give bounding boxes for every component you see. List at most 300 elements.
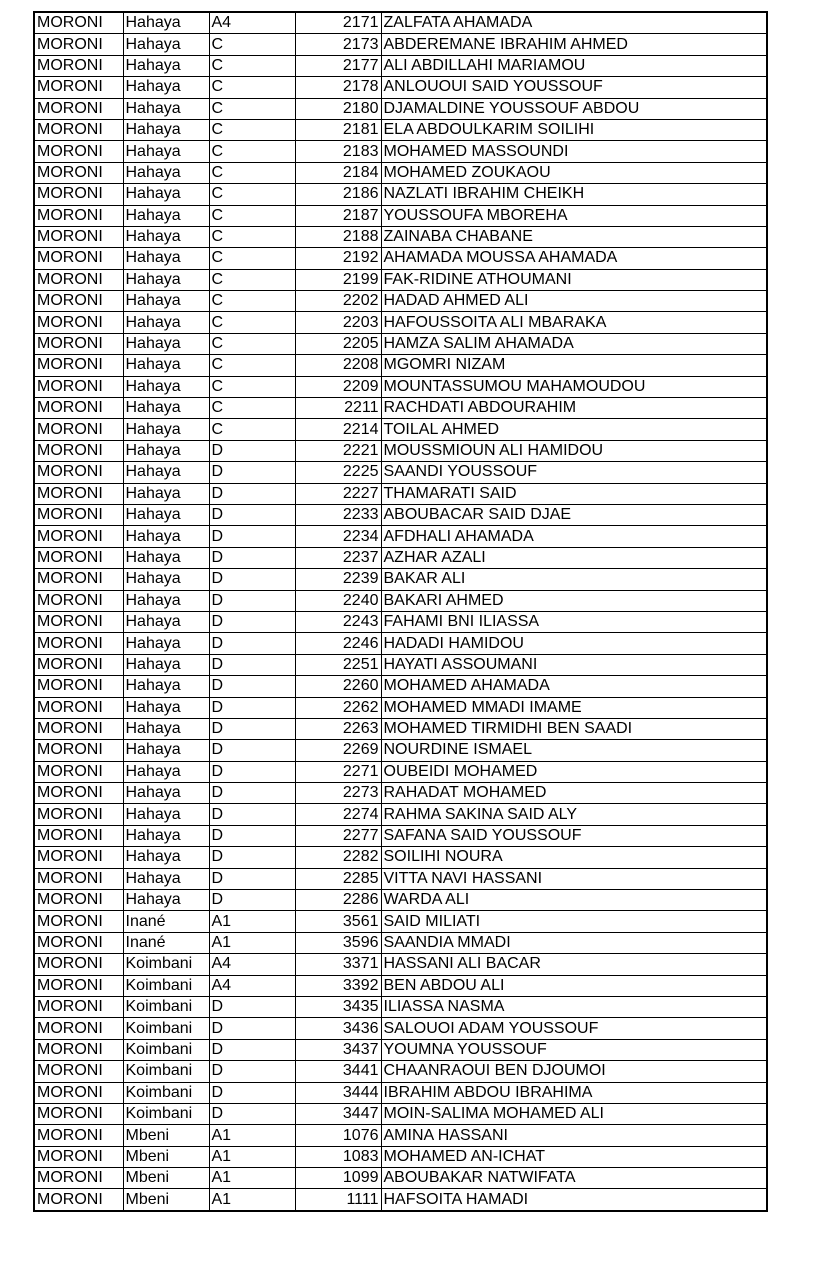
person-name-cell: MOHAMED TIRMIDHI BEN SAADI	[381, 718, 767, 739]
category-cell: C	[209, 98, 295, 119]
table-row	[34, 1189, 767, 1211]
number-cell: 2186	[295, 184, 381, 205]
city-cell: MORONI	[34, 98, 123, 119]
number-cell: 2227	[295, 483, 381, 504]
city-cell: MORONI	[34, 783, 123, 804]
table-row	[34, 825, 767, 846]
number-cell: 2271	[295, 761, 381, 782]
city-cell: MORONI	[34, 483, 123, 504]
category-cell: D	[209, 462, 295, 483]
person-name-cell: RACHDATI ABDOURAHIM	[381, 398, 767, 419]
city-cell: MORONI	[34, 676, 123, 697]
locality-cell: Koimbani	[123, 996, 209, 1017]
locality-cell: Inané	[123, 932, 209, 953]
city-cell: MORONI	[34, 333, 123, 354]
city-cell: MORONI	[34, 398, 123, 419]
locality-cell: Hahaya	[123, 205, 209, 226]
number-cell: 2180	[295, 98, 381, 119]
city-cell: MORONI	[34, 847, 123, 868]
table-row	[34, 483, 767, 504]
person-name-cell: THAMARATI SAID	[381, 483, 767, 504]
number-cell: 3561	[295, 911, 381, 932]
city-cell: MORONI	[34, 226, 123, 247]
locality-cell: Hahaya	[123, 312, 209, 333]
city-cell: MORONI	[34, 119, 123, 140]
city-cell: MORONI	[34, 911, 123, 932]
table-row	[34, 1103, 767, 1124]
category-cell: D	[209, 1103, 295, 1124]
locality-cell: Mbeni	[123, 1125, 209, 1146]
locality-cell: Koimbani	[123, 954, 209, 975]
table-row	[34, 1125, 767, 1146]
city-cell: MORONI	[34, 1018, 123, 1039]
city-cell: MORONI	[34, 12, 123, 34]
number-cell: 3437	[295, 1039, 381, 1060]
city-cell: MORONI	[34, 504, 123, 525]
city-cell: MORONI	[34, 1146, 123, 1167]
category-cell: C	[209, 333, 295, 354]
city-cell: MORONI	[34, 77, 123, 98]
locality-cell: Hahaya	[123, 119, 209, 140]
city-cell: MORONI	[34, 1189, 123, 1211]
category-cell: D	[209, 483, 295, 504]
table-row	[34, 761, 767, 782]
person-name-cell: MOIN-SALIMA MOHAMED ALI	[381, 1103, 767, 1124]
category-cell: A1	[209, 911, 295, 932]
city-cell: MORONI	[34, 890, 123, 911]
table-row	[34, 98, 767, 119]
category-cell: D	[209, 676, 295, 697]
city-cell: MORONI	[34, 1039, 123, 1060]
city-cell: MORONI	[34, 954, 123, 975]
number-cell: 3392	[295, 975, 381, 996]
person-name-cell: SAANDI YOUSSOUF	[381, 462, 767, 483]
city-cell: MORONI	[34, 34, 123, 55]
locality-cell: Hahaya	[123, 184, 209, 205]
table-row	[34, 996, 767, 1017]
locality-cell: Hahaya	[123, 333, 209, 354]
city-cell: MORONI	[34, 248, 123, 269]
city-cell: MORONI	[34, 355, 123, 376]
locality-cell: Hahaya	[123, 419, 209, 440]
number-cell: 3435	[295, 996, 381, 1017]
city-cell: MORONI	[34, 1082, 123, 1103]
category-cell: D	[209, 1061, 295, 1082]
category-cell: C	[209, 226, 295, 247]
table-row	[34, 890, 767, 911]
person-name-cell: AHAMADA MOUSSA AHAMADA	[381, 248, 767, 269]
table-row	[34, 697, 767, 718]
category-cell: C	[209, 312, 295, 333]
category-cell: A1	[209, 932, 295, 953]
person-name-cell: SALOUOI ADAM YOUSSOUF	[381, 1018, 767, 1039]
locality-cell: Hahaya	[123, 654, 209, 675]
table-row	[34, 783, 767, 804]
category-cell: C	[209, 34, 295, 55]
city-cell: MORONI	[34, 269, 123, 290]
person-name-cell: IBRAHIM ABDOU IBRAHIMA	[381, 1082, 767, 1103]
city-cell: MORONI	[34, 205, 123, 226]
locality-cell: Hahaya	[123, 783, 209, 804]
table-row	[34, 1061, 767, 1082]
person-name-cell: BAKARI AHMED	[381, 590, 767, 611]
category-cell: C	[209, 376, 295, 397]
person-name-cell: HAYATI ASSOUMANI	[381, 654, 767, 675]
locality-cell: Hahaya	[123, 804, 209, 825]
category-cell: D	[209, 1039, 295, 1060]
city-cell: MORONI	[34, 590, 123, 611]
table-row	[34, 226, 767, 247]
category-cell: D	[209, 526, 295, 547]
category-cell: D	[209, 1082, 295, 1103]
person-name-cell: MOHAMED MASSOUNDI	[381, 141, 767, 162]
category-cell: D	[209, 654, 295, 675]
category-cell: C	[209, 269, 295, 290]
category-cell: D	[209, 547, 295, 568]
locality-cell: Hahaya	[123, 440, 209, 461]
city-cell: MORONI	[34, 291, 123, 312]
table-row	[34, 12, 767, 34]
person-name-cell: RAHMA SAKINA SAID ALY	[381, 804, 767, 825]
locality-cell: Hahaya	[123, 611, 209, 632]
category-cell: D	[209, 1018, 295, 1039]
number-cell: 3444	[295, 1082, 381, 1103]
city-cell: MORONI	[34, 547, 123, 568]
category-cell: A1	[209, 1125, 295, 1146]
city-cell: MORONI	[34, 55, 123, 76]
locality-cell: Hahaya	[123, 98, 209, 119]
category-cell: A1	[209, 1146, 295, 1167]
person-name-cell: DJAMALDINE YOUSSOUF ABDOU	[381, 98, 767, 119]
number-cell: 2203	[295, 312, 381, 333]
person-name-cell: HAFOUSSOITA ALI MBARAKA	[381, 312, 767, 333]
city-cell: MORONI	[34, 462, 123, 483]
locality-cell: Koimbani	[123, 1039, 209, 1060]
locality-cell: Hahaya	[123, 761, 209, 782]
number-cell: 3371	[295, 954, 381, 975]
person-name-cell: ANLOUOUI SAID YOUSSOUF	[381, 77, 767, 98]
table-row	[34, 291, 767, 312]
number-cell: 2199	[295, 269, 381, 290]
locality-cell: Hahaya	[123, 462, 209, 483]
category-cell: D	[209, 611, 295, 632]
locality-cell: Hahaya	[123, 868, 209, 889]
number-cell: 2246	[295, 633, 381, 654]
number-cell: 2263	[295, 718, 381, 739]
category-cell: D	[209, 633, 295, 654]
category-cell: A4	[209, 954, 295, 975]
number-cell: 2286	[295, 890, 381, 911]
table-row	[34, 847, 767, 868]
person-name-cell: MOUNTASSUMOU MAHAMOUDOU	[381, 376, 767, 397]
table-row	[34, 804, 767, 825]
number-cell: 2209	[295, 376, 381, 397]
category-cell: D	[209, 825, 295, 846]
number-cell: 3436	[295, 1018, 381, 1039]
table-row	[34, 333, 767, 354]
person-name-cell: YOUMNA YOUSSOUF	[381, 1039, 767, 1060]
locality-cell: Hahaya	[123, 376, 209, 397]
table-row	[34, 77, 767, 98]
city-cell: MORONI	[34, 868, 123, 889]
city-cell: MORONI	[34, 975, 123, 996]
category-cell: C	[209, 141, 295, 162]
number-cell: 1099	[295, 1168, 381, 1189]
person-name-cell: MOHAMED ZOUKAOU	[381, 162, 767, 183]
table-row	[34, 526, 767, 547]
city-cell: MORONI	[34, 804, 123, 825]
table-row	[34, 1039, 767, 1060]
locality-cell: Hahaya	[123, 697, 209, 718]
person-name-cell: HADAD AHMED ALI	[381, 291, 767, 312]
number-cell: 2277	[295, 825, 381, 846]
category-cell: C	[209, 119, 295, 140]
person-name-cell: NOURDINE ISMAEL	[381, 740, 767, 761]
table-row	[34, 975, 767, 996]
table-row	[34, 34, 767, 55]
category-cell: C	[209, 419, 295, 440]
person-name-cell: SAANDIA MMADI	[381, 932, 767, 953]
person-name-cell: SOILIHI NOURA	[381, 847, 767, 868]
locality-cell: Mbeni	[123, 1146, 209, 1167]
city-cell: MORONI	[34, 932, 123, 953]
number-cell: 2211	[295, 398, 381, 419]
roster-table	[33, 11, 768, 1212]
number-cell: 2260	[295, 676, 381, 697]
category-cell: C	[209, 55, 295, 76]
person-name-cell: AFDHALI AHAMADA	[381, 526, 767, 547]
person-name-cell: ABOUBAKAR NATWIFATA	[381, 1168, 767, 1189]
locality-cell: Hahaya	[123, 718, 209, 739]
number-cell: 1111	[295, 1189, 381, 1211]
locality-cell: Hahaya	[123, 847, 209, 868]
category-cell: C	[209, 205, 295, 226]
number-cell: 2187	[295, 205, 381, 226]
table-row	[34, 718, 767, 739]
locality-cell: Hahaya	[123, 355, 209, 376]
person-name-cell: BEN ABDOU ALI	[381, 975, 767, 996]
number-cell: 2183	[295, 141, 381, 162]
number-cell: 2243	[295, 611, 381, 632]
locality-cell: Koimbani	[123, 1103, 209, 1124]
locality-cell: Hahaya	[123, 740, 209, 761]
locality-cell: Hahaya	[123, 547, 209, 568]
number-cell: 2240	[295, 590, 381, 611]
category-cell: C	[209, 398, 295, 419]
locality-cell: Inané	[123, 911, 209, 932]
number-cell: 2234	[295, 526, 381, 547]
locality-cell: Hahaya	[123, 77, 209, 98]
number-cell: 2221	[295, 440, 381, 461]
number-cell: 2178	[295, 77, 381, 98]
person-name-cell: WARDA ALI	[381, 890, 767, 911]
number-cell: 2208	[295, 355, 381, 376]
locality-cell: Hahaya	[123, 398, 209, 419]
category-cell: D	[209, 890, 295, 911]
category-cell: D	[209, 697, 295, 718]
table-row	[34, 611, 767, 632]
number-cell: 2173	[295, 34, 381, 55]
number-cell: 2273	[295, 783, 381, 804]
person-name-cell: ELA ABDOULKARIM SOILIHI	[381, 119, 767, 140]
number-cell: 3596	[295, 932, 381, 953]
person-name-cell: NAZLATI IBRAHIM CHEIKH	[381, 184, 767, 205]
category-cell: A1	[209, 1168, 295, 1189]
city-cell: MORONI	[34, 611, 123, 632]
table-row	[34, 55, 767, 76]
city-cell: MORONI	[34, 697, 123, 718]
locality-cell: Hahaya	[123, 890, 209, 911]
table-row	[34, 184, 767, 205]
locality-cell: Hahaya	[123, 676, 209, 697]
city-cell: MORONI	[34, 718, 123, 739]
table-row	[34, 162, 767, 183]
category-cell: D	[209, 718, 295, 739]
person-name-cell: ZAINABA CHABANE	[381, 226, 767, 247]
person-name-cell: FAHAMI BNI ILIASSA	[381, 611, 767, 632]
number-cell: 2251	[295, 654, 381, 675]
table-row	[34, 205, 767, 226]
person-name-cell: MGOMRI NIZAM	[381, 355, 767, 376]
person-name-cell: MOHAMED AHAMADA	[381, 676, 767, 697]
city-cell: MORONI	[34, 376, 123, 397]
category-cell: A1	[209, 1189, 295, 1211]
locality-cell: Hahaya	[123, 34, 209, 55]
locality-cell: Hahaya	[123, 825, 209, 846]
number-cell: 2285	[295, 868, 381, 889]
category-cell: D	[209, 504, 295, 525]
category-cell: C	[209, 248, 295, 269]
category-cell: D	[209, 590, 295, 611]
locality-cell: Hahaya	[123, 248, 209, 269]
number-cell: 1083	[295, 1146, 381, 1167]
number-cell: 3447	[295, 1103, 381, 1124]
person-name-cell: MOHAMED AN-ICHAT	[381, 1146, 767, 1167]
table-row	[34, 911, 767, 932]
locality-cell: Koimbani	[123, 1018, 209, 1039]
table-row	[34, 740, 767, 761]
person-name-cell: FAK-RIDINE ATHOUMANI	[381, 269, 767, 290]
roster-sheet	[33, 11, 766, 1212]
person-name-cell: ABDEREMANE IBRAHIM AHMED	[381, 34, 767, 55]
table-row	[34, 1146, 767, 1167]
category-cell: D	[209, 569, 295, 590]
table-row	[34, 440, 767, 461]
number-cell: 2202	[295, 291, 381, 312]
person-name-cell: HAMZA SALIM AHAMADA	[381, 333, 767, 354]
number-cell: 2177	[295, 55, 381, 76]
category-cell: C	[209, 162, 295, 183]
number-cell: 2274	[295, 804, 381, 825]
city-cell: MORONI	[34, 1168, 123, 1189]
number-cell: 2188	[295, 226, 381, 247]
number-cell: 3441	[295, 1061, 381, 1082]
number-cell: 2171	[295, 12, 381, 34]
roster-table-body	[34, 12, 767, 1211]
person-name-cell: SAFANA SAID YOUSSOUF	[381, 825, 767, 846]
city-cell: MORONI	[34, 141, 123, 162]
city-cell: MORONI	[34, 1125, 123, 1146]
person-name-cell: AZHAR AZALI	[381, 547, 767, 568]
category-cell: D	[209, 761, 295, 782]
category-cell: A4	[209, 975, 295, 996]
city-cell: MORONI	[34, 825, 123, 846]
category-cell: D	[209, 868, 295, 889]
person-name-cell: MOHAMED MMADI IMAME	[381, 697, 767, 718]
person-name-cell: BAKAR ALI	[381, 569, 767, 590]
category-cell: A4	[209, 12, 295, 34]
number-cell: 1076	[295, 1125, 381, 1146]
locality-cell: Hahaya	[123, 12, 209, 34]
table-row	[34, 269, 767, 290]
category-cell: C	[209, 355, 295, 376]
person-name-cell: ALI ABDILLAHI MARIAMOU	[381, 55, 767, 76]
category-cell: D	[209, 847, 295, 868]
locality-cell: Koimbani	[123, 975, 209, 996]
number-cell: 2233	[295, 504, 381, 525]
table-row	[34, 547, 767, 568]
category-cell: D	[209, 440, 295, 461]
person-name-cell: HASSANI ALI BACAR	[381, 954, 767, 975]
category-cell: D	[209, 996, 295, 1017]
number-cell: 2262	[295, 697, 381, 718]
person-name-cell: CHAANRAOUI BEN DJOUMOI	[381, 1061, 767, 1082]
number-cell: 2214	[295, 419, 381, 440]
city-cell: MORONI	[34, 1061, 123, 1082]
city-cell: MORONI	[34, 633, 123, 654]
city-cell: MORONI	[34, 761, 123, 782]
city-cell: MORONI	[34, 569, 123, 590]
city-cell: MORONI	[34, 419, 123, 440]
category-cell: C	[209, 184, 295, 205]
locality-cell: Mbeni	[123, 1189, 209, 1211]
table-row	[34, 419, 767, 440]
locality-cell: Hahaya	[123, 141, 209, 162]
table-row	[34, 248, 767, 269]
table-row	[34, 504, 767, 525]
number-cell: 2184	[295, 162, 381, 183]
person-name-cell: ILIASSA NASMA	[381, 996, 767, 1017]
city-cell: MORONI	[34, 162, 123, 183]
table-row	[34, 1168, 767, 1189]
table-row	[34, 376, 767, 397]
locality-cell: Hahaya	[123, 590, 209, 611]
locality-cell: Koimbani	[123, 1082, 209, 1103]
city-cell: MORONI	[34, 184, 123, 205]
city-cell: MORONI	[34, 440, 123, 461]
person-name-cell: VITTA NAVI HASSANI	[381, 868, 767, 889]
city-cell: MORONI	[34, 996, 123, 1017]
city-cell: MORONI	[34, 312, 123, 333]
table-row	[34, 633, 767, 654]
category-cell: D	[209, 804, 295, 825]
category-cell: C	[209, 77, 295, 98]
city-cell: MORONI	[34, 654, 123, 675]
number-cell: 2181	[295, 119, 381, 140]
table-row	[34, 654, 767, 675]
table-row	[34, 676, 767, 697]
number-cell: 2269	[295, 740, 381, 761]
person-name-cell: HADADI HAMIDOU	[381, 633, 767, 654]
locality-cell: Koimbani	[123, 1061, 209, 1082]
person-name-cell: RAHADAT MOHAMED	[381, 783, 767, 804]
person-name-cell: OUBEIDI MOHAMED	[381, 761, 767, 782]
locality-cell: Hahaya	[123, 483, 209, 504]
person-name-cell: ABOUBACAR SAID DJAE	[381, 504, 767, 525]
locality-cell: Mbeni	[123, 1168, 209, 1189]
table-row	[34, 1082, 767, 1103]
table-row	[34, 1018, 767, 1039]
